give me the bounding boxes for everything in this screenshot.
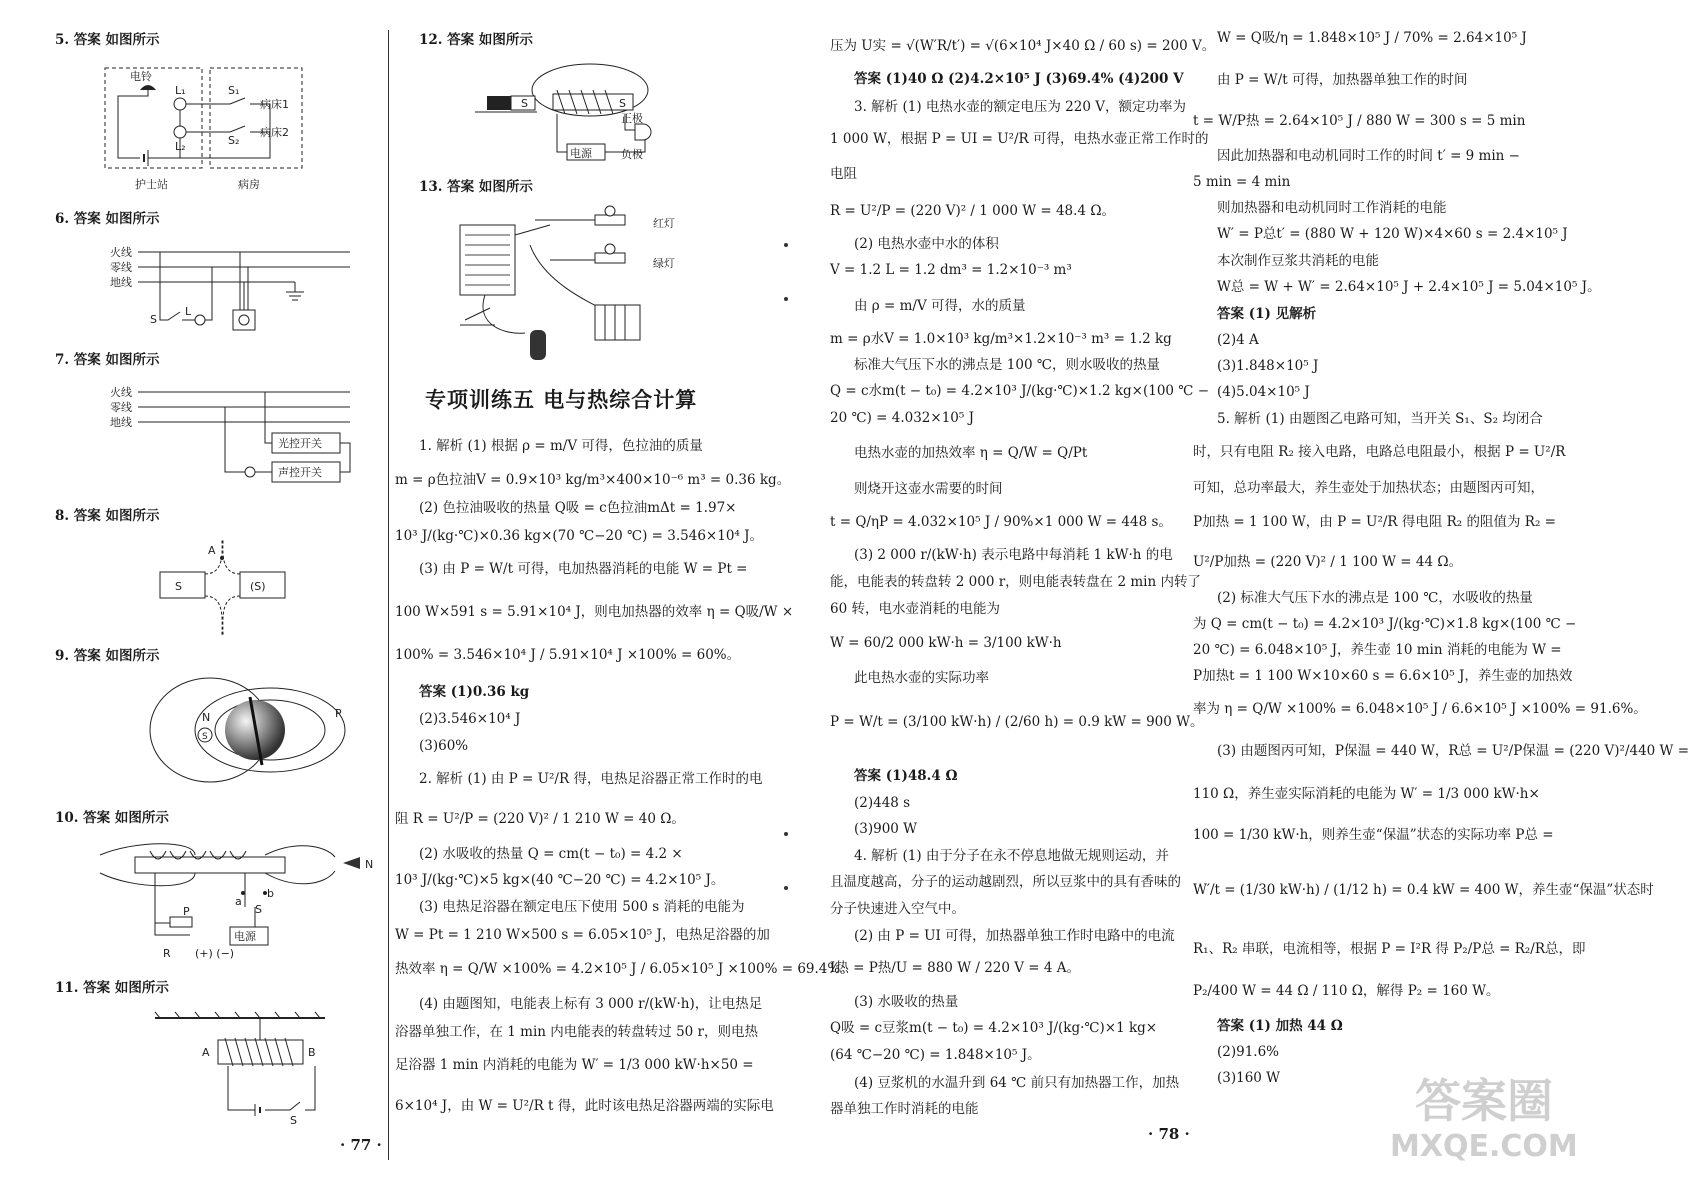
- svg-text:病房: 病房: [238, 178, 260, 191]
- svg-text:S: S: [150, 313, 157, 326]
- svg-text:负极: 负极: [621, 148, 643, 161]
- text-line: 100% = 3.546×10⁴ J / 5.91×10⁴ J ×100% = 60%。: [395, 647, 741, 663]
- text-line: (2) 色拉油吸收的热量 Q吸 = c色拉油mΔt = 1.97×: [419, 500, 737, 516]
- text-line: (3)60%: [419, 738, 469, 754]
- figure-6-wiring: [100, 240, 360, 340]
- text-line: W′/t = (1/30 kW·h) / (1/12 h) = 0.4 kW = 400 W，养生壶“保温”状态时: [1193, 882, 1654, 898]
- svg-text:L₁: L₁: [175, 84, 186, 97]
- text-line: 标准大气压下水的沸点是 100 ℃，则水吸收的热量: [854, 357, 1160, 373]
- text-line: W = 60/2 000 kW·h = 3/100 kW·h: [830, 635, 1062, 651]
- svg-text:正极: 正极: [621, 112, 643, 125]
- figure-8-magnets: [150, 540, 320, 640]
- text-line: 本次制作豆浆共消耗的电能: [1217, 253, 1379, 269]
- svg-text:地线: 地线: [110, 276, 132, 289]
- answer-13-heading: 13. 答案 如图所示: [419, 179, 533, 195]
- text-line: (2)4 A: [1217, 332, 1259, 348]
- column-2: [395, 0, 854, 1178]
- text-line: 阻 R = U²/P = (220 V)² / 1 210 W = 40 Ω。: [395, 811, 685, 827]
- text-line: (4) 豆浆机的水温升到 64 ℃ 前只有加热器工作，加热: [854, 1075, 1180, 1091]
- svg-text:护士站: 护士站: [135, 178, 168, 191]
- page-number-right: · 78 ·: [1148, 1125, 1190, 1143]
- text-line: 答案 (1)0.36 kg: [419, 684, 530, 700]
- svg-text:病床1: 病床1: [260, 98, 289, 111]
- text-line: 110 Ω，养生壶实际消耗的电能为 W′ = 1/3 000 kW·h×: [1193, 786, 1540, 802]
- figure-9-earth-field: [140, 675, 360, 795]
- text-line: W = Q吸/η = 1.848×10⁵ J / 70% = 2.64×10⁵ J: [1217, 30, 1527, 46]
- text-line: 足浴器 1 min 内消耗的电能为 W′ = 1/3 000 kW·h×50 =: [395, 1057, 754, 1073]
- text-line: 5. 解析 (1) 由题图乙电路可知，当开关 S₁、S₂ 均闭合: [1217, 411, 1543, 427]
- text-line: R = U²/P = (220 V)² / 1 000 W = 48.4 Ω。: [830, 203, 1116, 219]
- text-line: 3. 解析 (1) 电热水壶的额定电压为 220 V，额定功率为: [854, 99, 1186, 115]
- watermark-logo: 答案圈: [1415, 1074, 1553, 1128]
- svg-text:电源: 电源: [234, 930, 256, 943]
- svg-text:A: A: [208, 544, 216, 557]
- text-line: I热 = P热/U = 880 W / 220 V = 4 A。: [830, 960, 1081, 976]
- text-line: m = ρ水V = 1.0×10³ kg/m³×1.2×10⁻³ m³ = 1.2 kg: [830, 331, 1172, 347]
- text-line: (4) 由题图知，电能表上标有 3 000 r/(kW·h)，让电热足: [419, 996, 763, 1012]
- svg-text:地线: 地线: [110, 416, 132, 429]
- text-line: P₂/400 W = 44 Ω / 110 Ω，解得 P₂ = 160 W。: [1193, 983, 1500, 999]
- text-line: (3) 电热足浴器在额定电压下使用 500 s 消耗的电能为: [419, 899, 745, 915]
- text-line: R₁、R₂ 串联，电流相等，根据 P = I²R 得 P₂/P总 = R₂/R总，即: [1193, 941, 1586, 957]
- text-line: 20 ℃) = 6.048×10⁵ J，养生壶 10 min 消耗的电能为 W =: [1193, 642, 1562, 658]
- svg-text:火线: 火线: [110, 246, 132, 259]
- text-line: (3)160 W: [1217, 1070, 1281, 1086]
- text-line: 4. 解析 (1) 由于分子在永不停息地做无规则运动，并: [854, 848, 1169, 864]
- text-line: 则烧开这壶水需要的时间: [854, 481, 1003, 497]
- svg-text:B: B: [308, 1046, 316, 1059]
- text-line: Q = c水m(t − t₀) = 4.2×10³ J/(kg·℃)×1.2 kg×(100 ℃ −: [830, 383, 1210, 399]
- answer-12-heading: 12. 答案 如图所示: [419, 32, 533, 48]
- svg-text:火线: 火线: [110, 386, 132, 399]
- svg-text:A: A: [202, 1046, 210, 1059]
- text-line: 10³ J/(kg·℃)×5 kg×(40 ℃−20 ℃) = 4.2×10⁵ J。: [395, 872, 725, 888]
- text-line: (2) 电热水壶中水的体积: [854, 236, 999, 252]
- text-line: (2) 由 P = UI 可得，加热器单独工作时电路中的电流: [854, 928, 1175, 944]
- text-line: 时，只有电阻 R₂ 接入电路，电路总电阻最小，根据 P = U²/R: [1193, 444, 1566, 460]
- figure-13-relay: [455, 205, 715, 375]
- text-line: 因此加热器和电动机同时工作的时间 t′ = 9 min −: [1217, 148, 1520, 164]
- svg-text:S: S: [175, 580, 182, 593]
- svg-text:S: S: [202, 732, 208, 742]
- text-line: W = Pt = 1 210 W×500 s = 6.05×10⁵ J，电热足浴器的加: [395, 927, 770, 943]
- text-line: 则加热器和电动机同时工作消耗的电能: [1217, 200, 1447, 216]
- text-line: 5 min = 4 min: [1193, 174, 1291, 190]
- text-line: m = ρ色拉油V = 0.9×10³ kg/m³×400×10⁻⁶ m³ = 0.36 kg。: [395, 472, 791, 488]
- column-1: [55, 0, 385, 1178]
- column-3: [830, 0, 1216, 1178]
- svg-text:b: b: [267, 887, 274, 900]
- page-number-left: · 77 ·: [340, 1136, 382, 1154]
- svg-text:声控开关: 声控开关: [278, 466, 322, 479]
- text-line: 答案 (1) 见解析: [1217, 306, 1317, 322]
- svg-text:S: S: [255, 903, 262, 916]
- text-line: 20 ℃) = 4.032×10⁵ J: [830, 410, 974, 426]
- text-line: (2) 标准大气压下水的沸点是 100 ℃，水吸收的热量: [1217, 590, 1533, 606]
- text-line: (2)448 s: [854, 795, 911, 811]
- text-line: (2)3.546×10⁴ J: [419, 711, 521, 727]
- text-line: 100 = 1/30 kW·h，则养生壶“保温”状态的实际功率 P总 =: [1193, 827, 1554, 843]
- svg-text:红灯: 红灯: [653, 217, 675, 230]
- text-line: 1 000 W，根据 P = UI = U²/R 可得，电热水壶正常工作时的: [830, 131, 1209, 147]
- text-line: 压为 U实 = √(W′R/t′) = √(6×10⁴ J×40 Ω / 60 s) = 200 V。: [830, 38, 1216, 54]
- text-line: 浴器单独工作，在 1 min 内电能表的转盘转过 50 r，则电热: [395, 1024, 758, 1040]
- text-line: t = Q/ηP = 4.032×10⁵ J / 90%×1 000 W = 448 s。: [830, 514, 1172, 530]
- svg-text:S₁: S₁: [228, 84, 240, 97]
- text-line: 1. 解析 (1) 根据 ρ = m/V 可得，色拉油的质量: [419, 438, 703, 454]
- text-line: 60 转，电水壶消耗的电能为: [830, 601, 1000, 617]
- watermark-url: MXQE.COM: [1390, 1129, 1578, 1164]
- text-line: 且温度越高，分子的运动越剧烈，所以豆浆中的具有香味的: [830, 874, 1181, 890]
- figure-11-electromagnet: [140, 1010, 340, 1125]
- svg-text:S: S: [619, 97, 626, 110]
- answer-10-heading: 10. 答案 如图所示: [55, 810, 169, 826]
- figure-10-solenoid: [95, 835, 385, 965]
- svg-text:(S): (S): [250, 580, 266, 593]
- text-line: 电阻: [830, 166, 857, 182]
- text-line: 由 ρ = m/V 可得，水的质量: [854, 298, 1026, 314]
- gutter-mark: [784, 243, 788, 247]
- text-line: W总 = W + W′ = 2.64×10⁵ J + 2.4×10⁵ J = 5.04×10⁵ J。: [1217, 279, 1601, 295]
- svg-text:S₂: S₂: [228, 134, 240, 147]
- figure-12-solenoid: [475, 60, 675, 170]
- svg-text:R: R: [163, 947, 171, 960]
- text-line: 100 W×591 s = 5.91×10⁴ J，则电加热器的效率 η = Q吸/W ×: [395, 604, 794, 620]
- svg-text:P: P: [335, 707, 342, 720]
- text-line: 能，电能表的转盘转 2 000 r，则电能表转盘在 2 min 内转了: [830, 574, 1201, 590]
- text-line: 电热水壶的加热效率 η = Q/W = Q/Pt: [854, 445, 1088, 461]
- text-line: (4)5.04×10⁵ J: [1217, 384, 1310, 400]
- svg-text:N: N: [202, 711, 211, 724]
- text-line: 6×10⁴ J，由 W = U²/R t 得，此时该电热足浴器两端的实际电: [395, 1098, 774, 1114]
- text-line: 分子快速进入空气中。: [830, 901, 965, 917]
- text-line: W′ = P总t′ = (880 W + 120 W)×4×60 s = 2.4×10⁵ J: [1217, 226, 1568, 242]
- text-line: 10³ J/(kg·℃)×0.36 kg×(70 ℃−20 ℃) = 3.546×10⁴ J。: [395, 528, 764, 544]
- text-line: 率为 η = Q/W ×100% = 6.048×10⁵ J / 6.6×10⁵ J ×100% = 91.6%。: [1193, 701, 1647, 717]
- figure-7-wiring: [100, 380, 360, 495]
- text-line: 由 P = W/t 可得，加热器单独工作的时间: [1217, 72, 1468, 88]
- gutter-mark: [784, 886, 788, 890]
- text-line: (3) 2 000 r/(kW·h) 表示电路中每消耗 1 kW·h 的电: [854, 547, 1173, 563]
- text-line: 2. 解析 (1) 由 P = U²/R 得，电热足浴器正常工作时的电: [419, 771, 763, 787]
- text-line: (3)1.848×10⁵ J: [1217, 358, 1319, 374]
- text-line: 此电热水壶的实际功率: [854, 670, 989, 686]
- svg-text:L: L: [185, 305, 192, 318]
- text-line: (3)900 W: [854, 821, 918, 837]
- svg-text:L₂: L₂: [175, 140, 186, 153]
- svg-text:零线: 零线: [110, 401, 132, 414]
- text-line: 可知，总功率最大，养生壶处于加热状态；由题图丙可知，: [1193, 480, 1544, 496]
- column-4: [1148, 0, 1689, 1178]
- section-title: 专项训练五 电与热综合计算: [425, 388, 698, 412]
- text-line: (2)91.6%: [1217, 1044, 1280, 1060]
- text-line: 器单独工作时消耗的电能: [830, 1101, 979, 1117]
- text-line: (64 ℃−20 ℃) = 1.848×10⁵ J。: [830, 1047, 1041, 1063]
- text-line: V = 1.2 L = 1.2 dm³ = 1.2×10⁻³ m³: [830, 262, 1072, 278]
- text-line: 答案 (1)48.4 Ω: [854, 768, 958, 784]
- svg-text:S: S: [290, 1114, 297, 1127]
- text-line: (3) 水吸收的热量: [854, 994, 959, 1010]
- svg-text:P: P: [183, 905, 190, 918]
- gutter-mark: [784, 832, 788, 836]
- figure-5-circuit: [100, 60, 360, 195]
- answer-6-heading: 6. 答案 如图所示: [55, 211, 160, 227]
- svg-text:S: S: [521, 97, 528, 110]
- svg-text:光控开关: 光控开关: [278, 437, 322, 450]
- answer-5-heading: 5. 答案 如图所示: [55, 32, 160, 48]
- text-line: 答案 (1) 加热 44 Ω: [1217, 1018, 1343, 1034]
- svg-text:N: N: [365, 858, 374, 871]
- answer-9-heading: 9. 答案 如图所示: [55, 648, 160, 664]
- text-line: Q吸 = c豆浆m(t − t₀) = 4.2×10³ J/(kg·℃)×1 kg×: [830, 1020, 1158, 1036]
- text-line: U²/P加热 = (220 V)² / 1 100 W = 44 Ω。: [1193, 554, 1463, 570]
- column-divider: [388, 30, 389, 1160]
- svg-text:a: a: [235, 895, 242, 908]
- text-line: 热效率 η = Q/W ×100% = 4.2×10⁵ J / 6.05×10⁵ J ×100% = 69.4%。: [395, 961, 854, 977]
- text-line: 为 Q = cm(t − t₀) = 4.2×10³ J/(kg·℃)×1.8 kg×(100 ℃ −: [1193, 616, 1577, 632]
- text-line: P加热t = 1 100 W×10×60 s = 6.6×10⁵ J，养生壶的加热效: [1193, 668, 1573, 684]
- text-line: (2) 水吸收的热量 Q = cm(t − t₀) = 4.2 ×: [419, 846, 683, 862]
- gutter-mark: [784, 297, 788, 301]
- svg-text:绿灯: 绿灯: [653, 257, 675, 270]
- svg-text:电源: 电源: [570, 147, 592, 160]
- text-line: (3) 由 P = W/t 可得，电加热器消耗的电能 W = Pt =: [419, 561, 748, 577]
- svg-text:病床2: 病床2: [260, 126, 289, 139]
- text-line: (3) 由题图丙可知，P保温 = 440 W，R总 = U²/P保温 = (220 V)²/440 W =: [1217, 743, 1689, 759]
- answer-7-heading: 7. 答案 如图所示: [55, 352, 160, 368]
- svg-text:零线: 零线: [110, 261, 132, 274]
- text-line: t = W/P热 = 2.64×10⁵ J / 880 W = 300 s = 5 min: [1193, 113, 1526, 129]
- svg-text:电铃: 电铃: [130, 70, 152, 83]
- svg-text:(+) (−): (+) (−): [195, 947, 235, 960]
- text-line: P加热 = 1 100 W，由 P = U²/R 得电阻 R₂ 的阻值为 R₂ =: [1193, 514, 1556, 530]
- answer-8-heading: 8. 答案 如图所示: [55, 508, 160, 524]
- text-line: 答案 (1)40 Ω (2)4.2×10⁵ J (3)69.4% (4)200 V: [854, 71, 1184, 87]
- answer-11-heading: 11. 答案 如图所示: [55, 980, 169, 996]
- text-line: P = W/t = (3/100 kW·h) / (2/60 h) = 0.9 kW = 900 W。: [830, 714, 1204, 730]
